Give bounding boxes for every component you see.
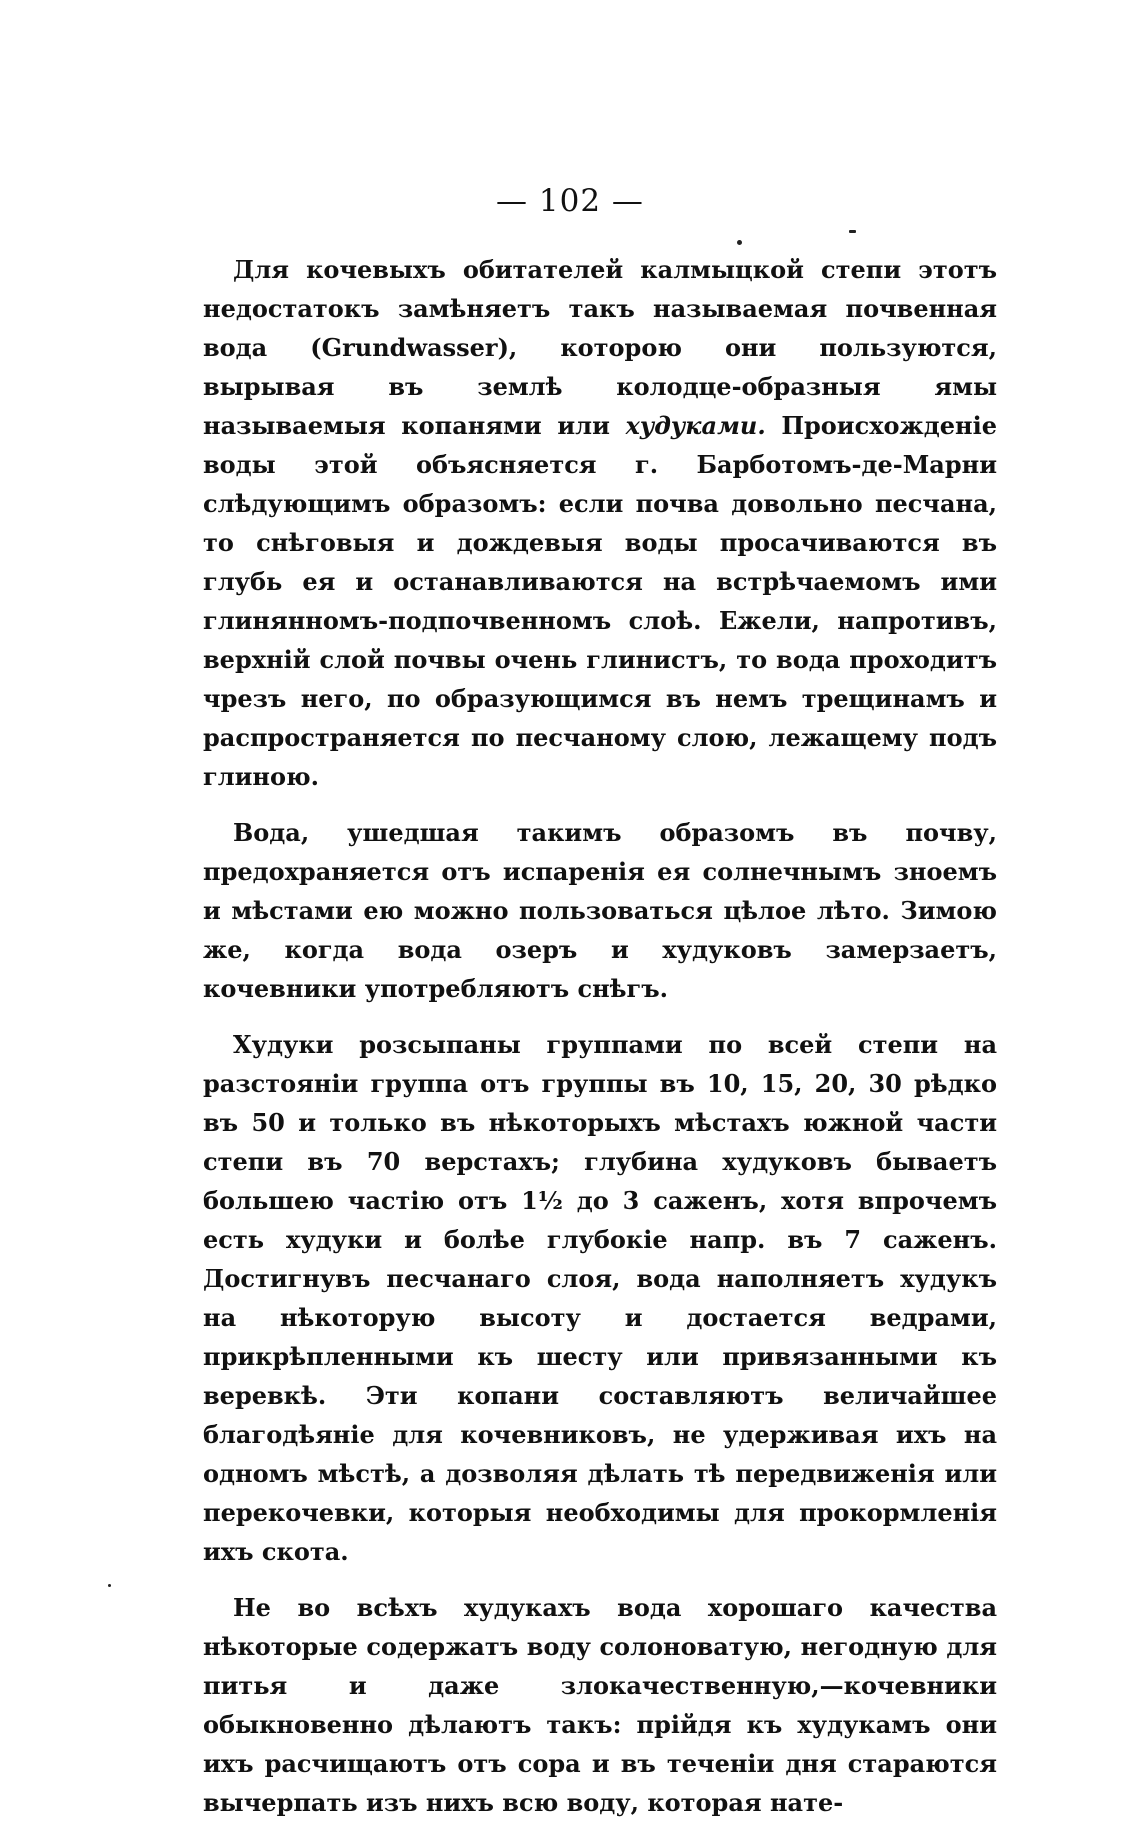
- paragraph-1-italic-term: худуками.: [625, 411, 766, 440]
- paragraph-2: Вода, ушедшая такимъ образомъ въ почву, предохраняется отъ испаренія ея солнечнымъ зноемъ и мѣстами ею можно пользоваться цѣлое лѣто. Зимою же, когда вода озеръ и худуковъ замерзаетъ, кочевники употребляютъ снѣгъ.: [203, 818, 997, 1003]
- paragraph-1-part-b: Происхожденіе воды этой объясняется г. Барботомъ-де-Марни слѣдующимъ образомъ: если почва довольно песчана, то снѣговыя и дождевыя воды просачиваются въ глубь ея и останавливаются на встрѣчаемомъ ими глинянномъ-подпочвенномъ слоѣ. Ежели, напротивъ, верхній слой почвы очень глинистъ, то вода проходитъ чрезъ него, по образующимся въ немъ трещинамъ и распространяется по песчаному слою, лежащему подъ глиною.: [203, 411, 997, 791]
- speck: [737, 240, 742, 245]
- body-text: [203, 250, 997, 1839]
- page-number: — 102 —: [496, 183, 644, 219]
- speck: [108, 1584, 111, 1587]
- speck: [849, 230, 856, 233]
- paragraph-4: Не во всѣхъ худукахъ вода хорошаго качества нѣкоторые содержатъ воду солоноватую, негодную для питья и даже злокачественную,—кочевники обыкновенно дѣлаютъ такъ: прійдя къ худукамъ они ихъ расчищаютъ отъ сора и въ теченіи дня стараются вычерпать изъ нихъ всю воду, которая нате-: [203, 1593, 997, 1817]
- paragraph-3: Худуки розсыпаны группами по всей степи на разстояніи группа отъ группы въ 10, 15, 20, 30 рѣдко въ 50 и только въ нѣкоторыхъ мѣстахъ южной части степи въ 70 верстахъ; глубина худуковъ бываетъ большею частію отъ 1½ до 3 саженъ, хотя впрочемъ есть худуки и болѣе глубокіе напр. въ 7 саженъ. Достигнувъ песчанаго слоя, вода наполняетъ худукъ на нѣкоторую высоту и достается ведрами, прикрѣпленными къ шесту или привязанными къ веревкѣ. Эти копани составляютъ величайшее благодѣяніе для кочевниковъ, не удерживая ихъ на одномъ мѣстѣ, а дозволяя дѣлать тѣ передвиженія или перекочевки, которыя необходимы для прокормленія ихъ скота.: [203, 1030, 997, 1566]
- paragraph-1-part-a: Для кочевыхъ обитателей калмыцкой степи этотъ недостатокъ замѣняетъ такъ называемая почвенная вода (Grundwasser), которою они пользуются, вырывая въ землѣ колодце-образныя ямы называемыя копанями или: [203, 255, 997, 440]
- paragraph-1: [203, 250, 997, 796]
